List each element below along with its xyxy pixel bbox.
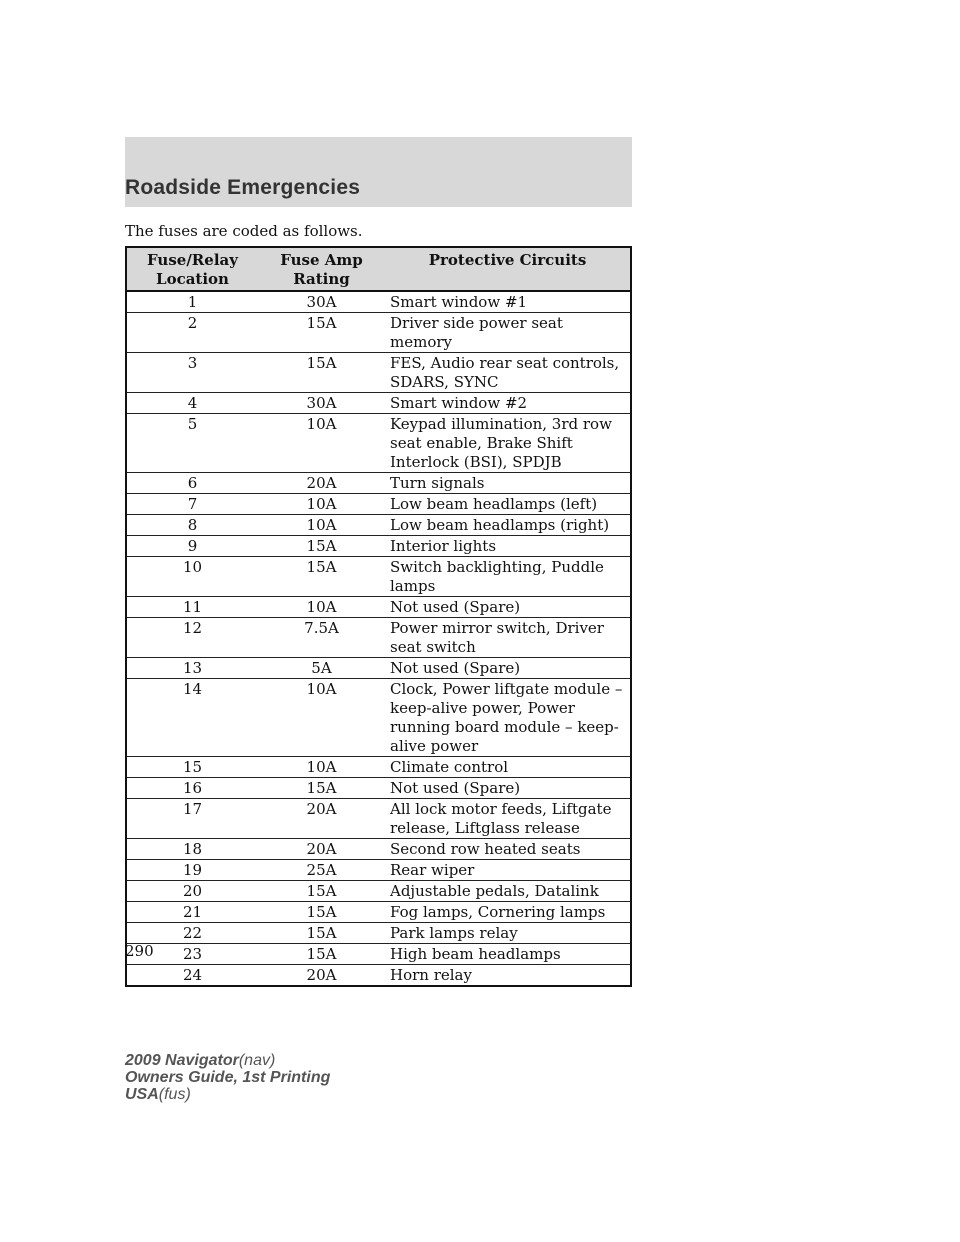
fuse-amp: 15A [258, 902, 385, 923]
fuse-amp: 5A [258, 658, 385, 679]
fuse-circuits: Smart window #1 [385, 291, 631, 313]
table-row [126, 414, 631, 473]
fuse-amp: 20A [258, 839, 385, 860]
fuse-location: 10 [126, 557, 258, 597]
fuse-location: 4 [126, 393, 258, 414]
fuse-amp: 30A [258, 291, 385, 313]
fuse-location: 16 [126, 778, 258, 799]
fuse-location: 3 [126, 353, 258, 393]
fuse-circuits: Fog lamps, Cornering lamps [385, 902, 631, 923]
fuse-amp: 10A [258, 414, 385, 473]
header-location: Fuse/Relay Location [126, 247, 258, 291]
fuse-circuits: Not used (Spare) [385, 597, 631, 618]
fuse-circuits: Horn relay [385, 965, 631, 987]
fuse-amp: 15A [258, 881, 385, 902]
fuse-amp: 10A [258, 494, 385, 515]
fuse-amp: 25A [258, 860, 385, 881]
fuse-amp: 20A [258, 799, 385, 839]
table-row [126, 557, 631, 597]
table-header-row [126, 247, 631, 291]
fuse-location: 11 [126, 597, 258, 618]
table-row [126, 839, 631, 860]
footer: 2009 Navigator(nav) Owners Guide, 1st Printing USA(fus) [125, 1052, 331, 1103]
fuse-location: 15 [126, 757, 258, 778]
table-row [126, 881, 631, 902]
fuse-amp: 15A [258, 536, 385, 557]
fuse-circuits: Climate control [385, 757, 631, 778]
fuse-location: 24 [126, 965, 258, 987]
fuse-location: 17 [126, 799, 258, 839]
fuse-circuits: Adjustable pedals, Datalink [385, 881, 631, 902]
table-row [126, 923, 631, 944]
fuse-amp: 15A [258, 923, 385, 944]
table-row [126, 902, 631, 923]
fuse-circuits: High beam headlamps [385, 944, 631, 965]
fuse-circuits: All lock motor feeds, Liftgate release, Liftglass release [385, 799, 631, 839]
table-row [126, 944, 631, 965]
fuse-location: 1 [126, 291, 258, 313]
fuse-location: 19 [126, 860, 258, 881]
fuse-location: 7 [126, 494, 258, 515]
fuse-amp: 10A [258, 515, 385, 536]
fuse-location: 8 [126, 515, 258, 536]
fuse-location: 18 [126, 839, 258, 860]
table-row [126, 679, 631, 757]
fuse-amp: 15A [258, 557, 385, 597]
fuse-amp: 10A [258, 597, 385, 618]
table-row [126, 597, 631, 618]
fuse-circuits: Rear wiper [385, 860, 631, 881]
fuse-location: 23 [126, 944, 258, 965]
fuse-location: 22 [126, 923, 258, 944]
fuse-location: 20 [126, 881, 258, 902]
table-row [126, 393, 631, 414]
fuse-amp: 15A [258, 778, 385, 799]
fuse-location: 2 [126, 313, 258, 353]
table-row [126, 860, 631, 881]
fuse-location: 12 [126, 618, 258, 658]
fuse-amp: 10A [258, 679, 385, 757]
fuse-circuits: Driver side power seat memory [385, 313, 631, 353]
fuse-circuits: Clock, Power liftgate module – keep-alive power, Power running board module – keep-alive power [385, 679, 631, 757]
fuse-circuits: Interior lights [385, 536, 631, 557]
fuse-amp: 7.5A [258, 618, 385, 658]
fuse-circuits: Keypad illumination, 3rd row seat enable, Brake Shift Interlock (BSI), SPDJB [385, 414, 631, 473]
fuse-amp: 20A [258, 965, 385, 987]
fuse-location: 9 [126, 536, 258, 557]
section-title: Roadside Emergencies [125, 176, 361, 199]
header-amp-rating: Fuse Amp Rating [258, 247, 385, 291]
fuse-location: 14 [126, 679, 258, 757]
fuse-circuits: Switch backlighting, Puddle lamps [385, 557, 631, 597]
fuse-circuits: Not used (Spare) [385, 658, 631, 679]
table-row [126, 353, 631, 393]
fuse-amp: 20A [258, 473, 385, 494]
table-row [126, 658, 631, 679]
fuse-amp: 10A [258, 757, 385, 778]
fuse-amp: 15A [258, 353, 385, 393]
fuse-table [125, 246, 632, 987]
fuse-circuits: Power mirror switch, Driver seat switch [385, 618, 631, 658]
table-row [126, 494, 631, 515]
fuse-amp: 30A [258, 393, 385, 414]
fuse-circuits: Smart window #2 [385, 393, 631, 414]
table-row [126, 291, 631, 313]
fuse-circuits: Turn signals [385, 473, 631, 494]
fuse-circuits: Low beam headlamps (right) [385, 515, 631, 536]
fuse-location: 5 [126, 414, 258, 473]
table-row [126, 618, 631, 658]
table-row [126, 536, 631, 557]
table-row [126, 313, 631, 353]
table-row [126, 799, 631, 839]
fuse-circuits: FES, Audio rear seat controls, SDARS, SYNC [385, 353, 631, 393]
table-row [126, 473, 631, 494]
fuse-circuits: Second row heated seats [385, 839, 631, 860]
fuse-location: 21 [126, 902, 258, 923]
fuse-circuits: Not used (Spare) [385, 778, 631, 799]
table-row [126, 757, 631, 778]
page-number: 290 [125, 942, 154, 960]
header-protective-circuits: Protective Circuits [385, 247, 631, 291]
table-row [126, 778, 631, 799]
fuse-circuits: Low beam headlamps (left) [385, 494, 631, 515]
table-row [126, 515, 631, 536]
fuse-amp: 15A [258, 944, 385, 965]
fuse-location: 13 [126, 658, 258, 679]
fuse-amp: 15A [258, 313, 385, 353]
intro-text: The fuses are coded as follows. [125, 222, 363, 240]
fuse-circuits: Park lamps relay [385, 923, 631, 944]
fuse-location: 6 [126, 473, 258, 494]
table-row [126, 965, 631, 987]
